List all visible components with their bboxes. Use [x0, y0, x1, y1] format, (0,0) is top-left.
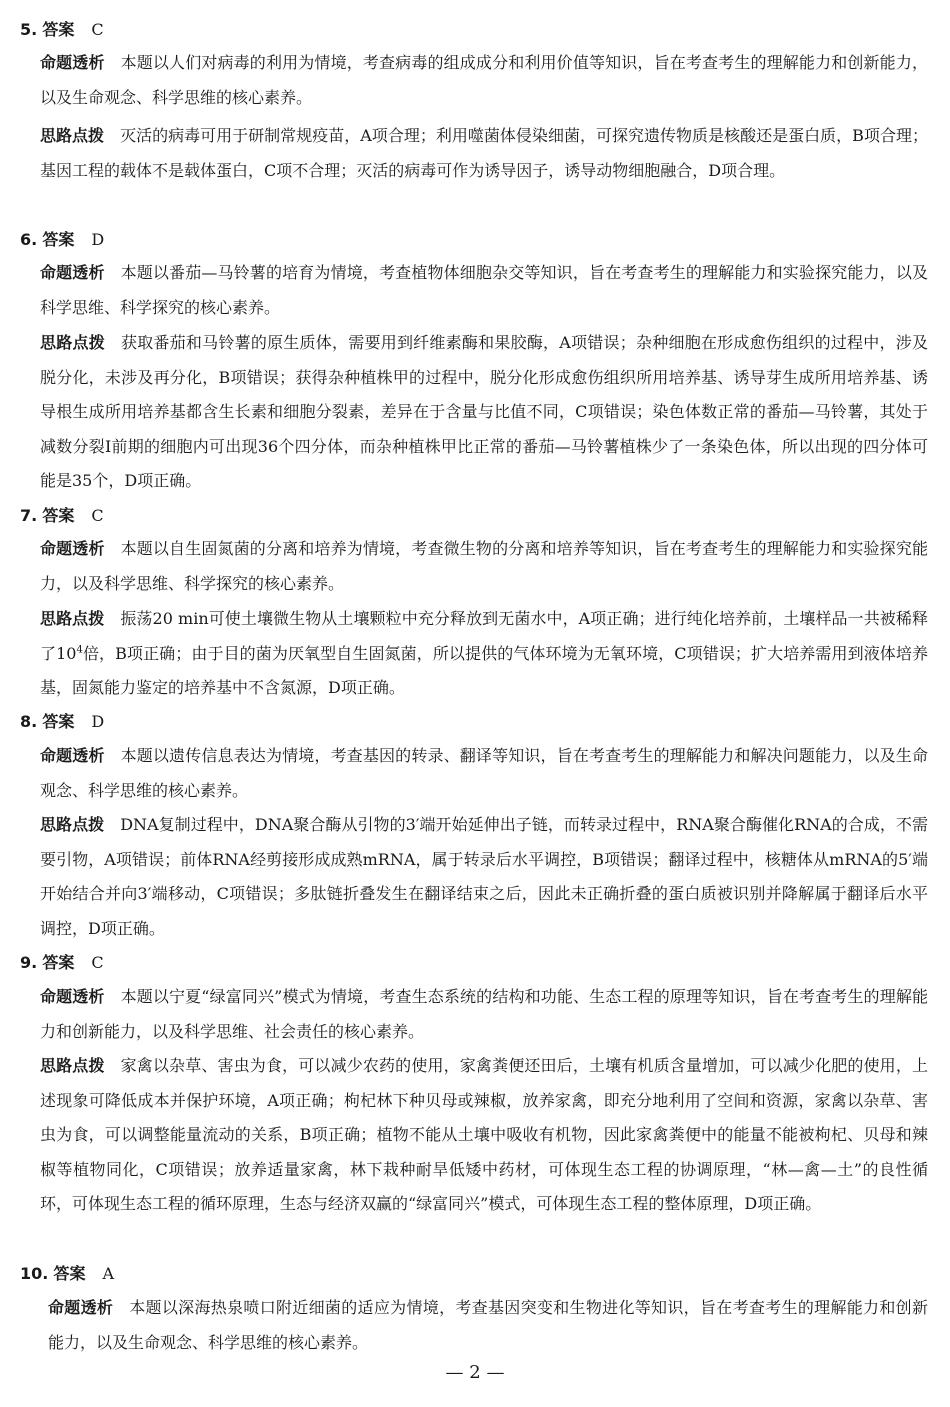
question-9-hint	[40, 1049, 928, 1222]
question-6-hint	[40, 326, 928, 499]
intent-label: 命题透析	[40, 263, 105, 282]
page-number: — 2 —	[445, 1362, 505, 1383]
hint-label: 思路点拨	[40, 1056, 105, 1075]
intent-text: 本题以深海热泉喷口附近细菌的适应为情境，考查基因突变和生物进化等知识，旨在考查考生的理解能力和创新能力，以及生命观念、科学思维的核心素养。	[48, 1298, 928, 1352]
answer-value: D	[91, 712, 105, 731]
question-number: 5.	[20, 20, 38, 39]
answer-label: 答案	[42, 953, 75, 972]
hint-text-part-2: 倍，B项正确；由于目的菌为厌氧型自生固氮菌，所以提供的气体环境为无氧环境，C项错误；扩大培养需用到液体培养基，固氮能力鉴定的培养基中不含氮源，D项正确。	[40, 643, 928, 697]
answer-value: C	[91, 506, 104, 525]
hint-label: 思路点拨	[40, 609, 105, 628]
question-9-intent	[40, 980, 928, 1049]
answer-value: A	[102, 1264, 115, 1283]
intent-label: 命题透析	[48, 1298, 114, 1317]
question-8-header	[20, 712, 104, 732]
answer-label: 答案	[42, 230, 75, 249]
question-5-hint	[40, 119, 928, 188]
intent-text: 本题以番茄—马铃薯的培育为情境，考查植物体细胞杂交等知识，旨在考查考生的理解能力和实验探究能力，以及科学思维、科学探究的核心素养。	[40, 263, 928, 317]
answer-label: 答案	[42, 20, 75, 39]
intent-label: 命题透析	[40, 53, 105, 72]
intent-text: 本题以自生固氮菌的分离和培养为情境，考查微生物的分离和培养等知识，旨在考查考生的理解能力和实验探究能力，以及科学思维、科学探究的核心素养。	[40, 539, 928, 593]
hint-label: 思路点拨	[40, 815, 105, 834]
answer-label: 答案	[53, 1264, 86, 1283]
question-7-intent	[40, 532, 928, 601]
exponent: 4	[76, 644, 83, 656]
hint-label: 思路点拨	[40, 126, 105, 145]
question-10-intent	[48, 1291, 928, 1360]
question-number: 7.	[20, 506, 38, 525]
question-number: 8.	[20, 712, 38, 731]
question-6-intent	[40, 256, 928, 325]
question-9-header	[20, 953, 104, 973]
question-8-intent	[40, 739, 928, 808]
hint-text: 获取番茄和马铃薯的原生质体，需要用到纤维素酶和果胶酶，A项错误；杂种细胞在形成愈伤组织的过程中，涉及脱分化，未涉及再分化，B项错误；获得杂种植株甲的过程中，脱分化形成愈伤组织所用培养基、诱导芽生成所用培养基、诱导根生成所用培养基都含生长素和细胞分裂素，差异在于含量与比值不同，C项错误；染色体数正常的番茄—马铃薯，其处于减数分裂Ⅰ前期的细胞内可出现36个四分体，而杂种植株甲比正常的番茄—马铃薯植株少了一条染色体，所以出现的四分体可能是35个，D项正确。	[40, 333, 928, 490]
question-7-hint	[40, 602, 928, 706]
answer-value: C	[91, 953, 104, 972]
question-number: 6.	[20, 230, 38, 249]
question-5-header	[20, 20, 104, 40]
hint-text: 灭活的病毒可用于研制常规疫苗，A项合理；利用噬菌体侵染细菌，可探究遗传物质是核酸还是蛋白质，B项合理；基因工程的载体不是载体蛋白，C项不合理；灭活的病毒可作为诱导因子，诱导动物细胞融合，D项合理。	[40, 126, 928, 180]
question-5-intent	[40, 46, 928, 115]
hint-text: 家禽以杂草、害虫为食，可以减少农药的使用，家禽粪便还田后，土壤有机质含量增加，可以减少化肥的使用，上述现象可降低成本并保护环境，A项正确；枸杞林下种贝母或辣椒，放养家禽，即充分地利用了空间和资源，家禽以杂草、害虫为食，可以调整能量流动的关系，B项正确；植物不能从土壤中吸收有机物，因此家禽粪便中的能量不能被枸杞、贝母和辣椒等植物同化，C项错误；放养适量家禽，林下栽种耐旱低矮中药材，可体现生态工程的协调原理，“林—禽—土”的良性循环，可体现生态工程的循环原理，生态与经济双赢的“绿富同兴”模式，可体现生态工程的整体原理，D项正确。	[40, 1056, 928, 1213]
hint-text-part-1: 振荡20 min可使土壤微生物从土壤颗粒中充分释放到无菌水中，A项正确；进行纯化培养前，土壤样品一共被稀释了10	[40, 609, 928, 663]
question-8-hint	[40, 808, 928, 946]
intent-text: 本题以人们对病毒的利用为情境，考查病毒的组成成分和利用价值等知识，旨在考查考生的理解能力和创新能力，以及生命观念、科学思维的核心素养。	[40, 53, 928, 107]
question-7-header	[20, 506, 104, 526]
answer-label: 答案	[42, 506, 75, 525]
answer-label: 答案	[42, 712, 75, 731]
question-6-header	[20, 230, 104, 250]
answer-value: C	[91, 20, 104, 39]
question-number: 10.	[20, 1264, 49, 1283]
question-number: 9.	[20, 953, 38, 972]
hint-label: 思路点拨	[40, 333, 105, 352]
intent-label: 命题透析	[40, 539, 105, 558]
hint-text: DNA复制过程中，DNA聚合酶从引物的3′端开始延伸出子链，而转录过程中，RNA聚合酶催化RNA的合成，不需要引物，A项错误；前体RNA经剪接形成成熟mRNA，属于转录后水平调控，B项错误；翻译过程中，核糖体从mRNA的5′端开始结合并向3′端移动，C项错误；多肽链折叠发生在翻译结束之后，因此未正确折叠的蛋白质被识别并降解属于翻译后水平调控，D项正确。	[40, 815, 928, 938]
intent-text: 本题以宁夏“绿富同兴”模式为情境，考查生态系统的结构和功能、生态工程的原理等知识，旨在考查考生的理解能力和创新能力，以及科学思维、社会责任的核心素养。	[40, 987, 928, 1041]
intent-label: 命题透析	[40, 746, 105, 765]
question-10-header	[20, 1264, 114, 1284]
intent-text: 本题以遗传信息表达为情境，考查基因的转录、翻译等知识，旨在考查考生的理解能力和解决问题能力，以及生命观念、科学思维的核心素养。	[40, 746, 928, 800]
answer-value: D	[91, 230, 105, 249]
intent-label: 命题透析	[40, 987, 105, 1006]
